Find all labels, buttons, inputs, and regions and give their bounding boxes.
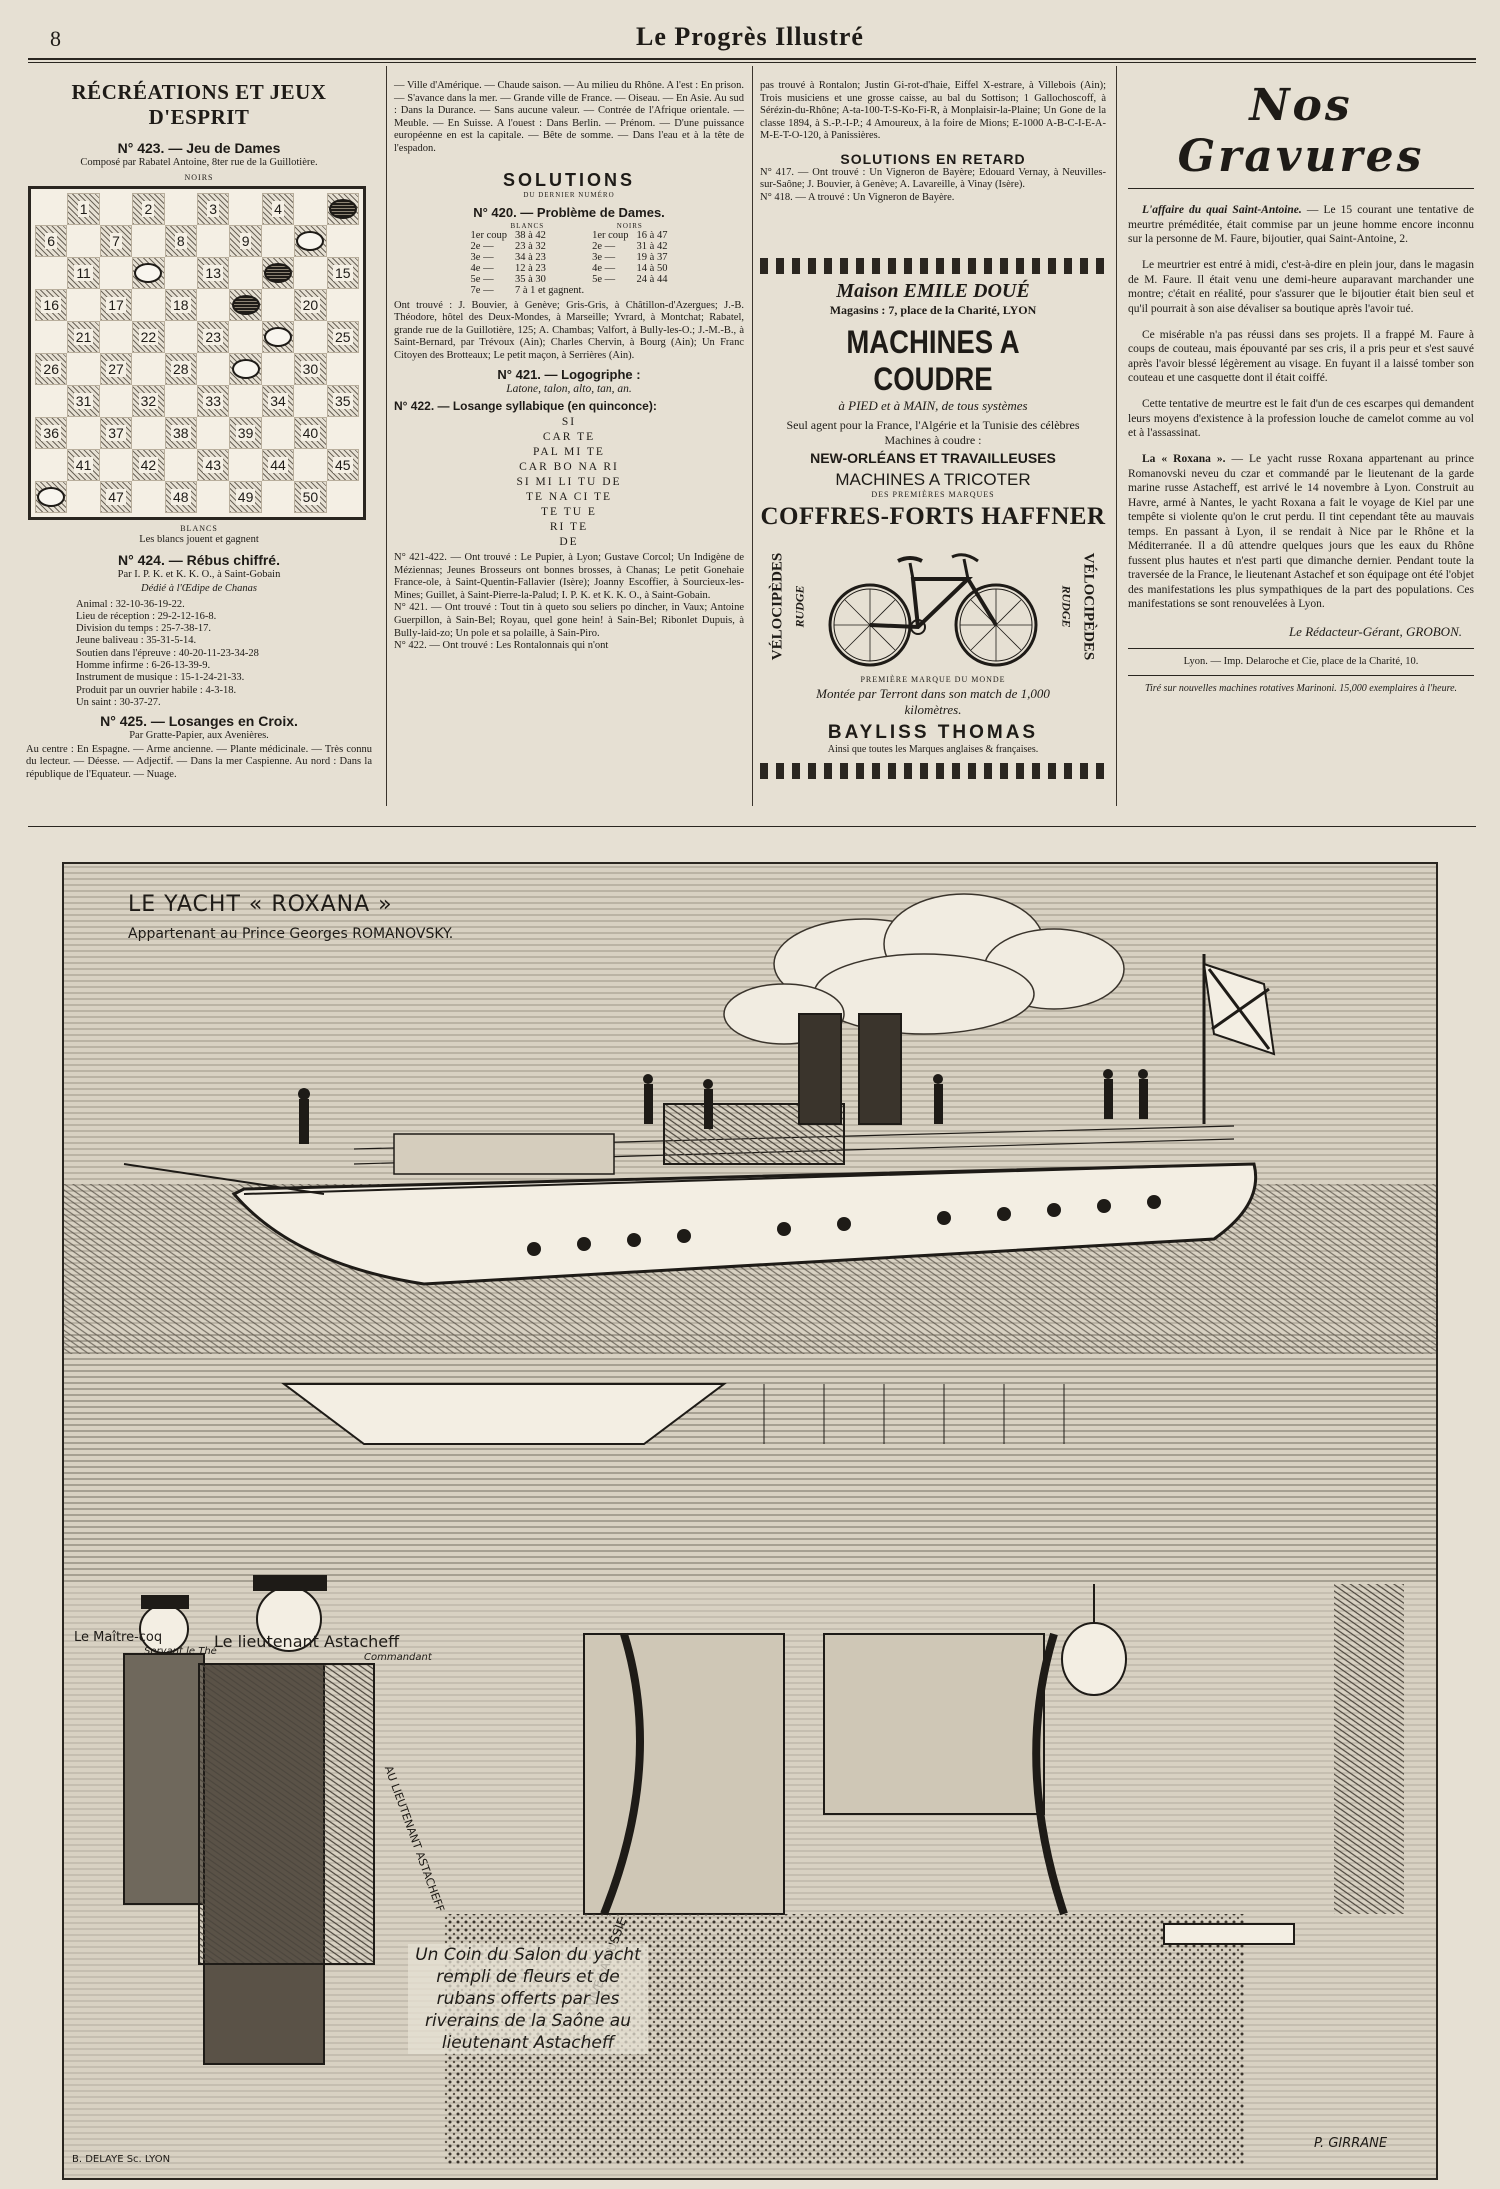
gravures-signature: Le Rédacteur-Gérant, GROBON. [1288,623,1462,639]
maitre-coq-label: Le Maître-coq [74,1630,163,1645]
ad-magasins: Magasins : 7, place de la Charité, LYON [829,303,1037,317]
score-cell [588,285,632,296]
affaire-p4: Cette tentative de meurtre est le fait d'un de ces escarpes qui demandent leurs moyens d'existence à la profession louche de camelot comme au vol et à l'assassinat. [1128,398,1474,439]
ad-machines-a-coudre: MACHINES A COUDRE [846,324,1020,397]
ad-bicycle-panel [760,535,1106,675]
score-cell: 3e — [592,251,616,263]
board-square [67,449,99,481]
square-number: 42 [140,457,157,473]
board-square [262,257,294,289]
problem-422-found: N° 422. — Ont trouvé : Les Rontalonnais qui n'ont [394,640,609,652]
ad-agent: Seul agent pour la France, l'Algérie et la Tunisie des célèbres Machines à coudre : [786,418,1080,447]
square-number: 31 [75,393,92,409]
rebus-line: Homme infirme : 6-26-13-39-9. [76,659,211,671]
white-piece [134,263,162,283]
square-number: 22 [140,329,157,345]
score-cell: 19 à 37 [636,251,668,263]
checkers-board [28,186,366,520]
ad-montee: Montée par Terront dans son match de 1,000 kilomètres. [816,686,1050,717]
board-square-light [197,225,229,257]
board-square [165,289,197,321]
board-square [35,289,67,321]
board-square [132,193,164,225]
board-label-blancs: BLANCS [180,524,218,533]
score-cell: 14 à 50 [636,262,668,274]
board-square-light [165,321,197,353]
board-square-light [229,257,261,289]
recreations-column [26,80,372,182]
board-square [100,289,132,321]
artist-signature: P. GIRRANE [1314,2136,1388,2151]
solutions-column [394,80,744,653]
ad-tricoter: MACHINES A TRICOTER [835,470,1031,489]
board-square-light [67,481,99,513]
square-number: 40 [302,425,319,441]
square-number: 47 [108,489,124,505]
commandant-label: Commandant [364,1652,432,1663]
score-cell: 7 à 1 et gagnent. [514,284,585,296]
board-square [197,449,229,481]
score-cell: 16 à 47 [636,229,668,241]
roxana-title: La « Roxana ». [1142,453,1226,465]
white-piece [232,359,260,379]
score-cell: 35 à 30 [514,273,546,285]
board-square-light [294,449,326,481]
board-square [294,225,326,257]
board-square-light [67,353,99,385]
board-square [132,257,164,289]
board-square [67,193,99,225]
score-cell: 12 à 23 [514,262,546,274]
syllabic-line: RI TE [549,521,589,534]
board-square-light [327,481,359,513]
board-square [262,193,294,225]
retard-417: N° 417. — Ont trouvé : Un Vigneron de Bayère; Edouard Vernay, à Neuvilles-sur-Saône; J. Bouvier, à Genève; A. Lavareille, à Vinay (Isère). [760,166,1106,190]
column2-top-text: — Ville d'Amérique. — Chaude saison. — Au milieu du Rhône. A l'est : En prison. — S'avance dans la mer. — Grande ville de France. — Oiseau. — En Asie. Au sud : Dans la Durance. — Sans aucune valeur. — Contrée de l'Afrique orientale. — Meuble. — En Suisse. A l'ouest : Dans Berlin. — Prénom. — D'une puissance européenne en est la capitale. — Bête de somme. — Dans l'eau et à la tête de l'espadon. [394,80,744,154]
board-square [262,449,294,481]
ad-velo-right-sub: RUDGE [1059,584,1074,628]
header-noirs: NOIRS [616,221,643,230]
rebus-line: Un saint : 30-37-27. [76,696,161,708]
board-square-light [100,321,132,353]
board-square [327,257,359,289]
square-number: 28 [173,361,189,377]
board-square [35,481,67,513]
problem-423-title: N° 423. — Jeu de Dames [117,140,281,156]
board-square [197,257,229,289]
board-square-light [229,193,261,225]
board-square-light [67,225,99,257]
syllabic-line: CAR TE [542,431,596,444]
square-number: 45 [335,457,351,473]
board-square [327,193,359,225]
board-square [100,353,132,385]
score-cell: 4e — [592,262,616,274]
board-square [165,417,197,449]
board-square-light [197,353,229,385]
square-number: 16 [43,297,59,313]
board-square [294,417,326,449]
board-square-light [262,353,294,385]
score-cell: 38 à 42 [514,229,546,241]
square-number: 44 [270,457,286,473]
board-square-light [165,449,197,481]
board-square [197,385,229,417]
ad-border-top [760,258,1106,274]
square-number: 23 [205,329,221,345]
affaire-p1: — Le 15 courant une tentative de meurtre préméditée, était commise par un jeune homme encore inconnu sur la personne de M. Faure, bijoutier, quai Saint-Antoine, 2. [1128,204,1475,245]
score-row [467,285,672,296]
problem-424-dedication: Dédié à l'Œdipe de Chanas [141,583,257,594]
board-label-noirs: NOIRS [184,172,214,182]
signature-rule [1128,648,1474,649]
score-cell: 31 à 42 [636,240,668,252]
problem-421-text: Latone, talon, alto, tan, an. [506,382,632,395]
recreations-lower [26,524,372,781]
score-cell: 4e — [470,262,494,274]
column-divider [752,66,753,806]
black-piece [264,263,292,283]
retard-title: SOLUTIONS EN RETARD [840,150,1026,167]
syllabic-line: SI MI LI TU DE [516,476,622,489]
ad-pied-main: à PIED et à MAIN, de tous systèmes [838,398,1028,413]
syllabic-line: SI [561,416,577,429]
square-number: 50 [302,489,319,505]
rebus-line: Division du temps : 25-7-38-17. [76,623,212,635]
board-square [294,289,326,321]
affaire-title: L'affaire du quai Saint-Antoine. [1142,204,1302,216]
square-number: 34 [270,393,286,409]
gravures-rule [1128,188,1474,189]
board-square-light [100,193,132,225]
board-square-light [165,257,197,289]
syllabic-line: TE NA CI TE [526,491,612,504]
rebus-line: Produit par un ouvrier habile : 4-3-18. [76,684,237,696]
white-piece [37,487,65,507]
syllabic-line: DE [559,536,579,549]
square-number: 3 [209,201,218,217]
rebus-line: Jeune baliveau : 35-31-5-14. [76,635,197,647]
board-square-light [165,385,197,417]
masthead: Le Progrès Illustré [636,22,864,51]
board-square-light [294,257,326,289]
score-cell: 7e — [470,284,494,296]
tirage: Tiré sur nouvelles machines rotatives Marinoni. 15,000 exemplaires à l'heure. [1144,683,1458,694]
board-square-light [35,193,67,225]
board-square-light [294,193,326,225]
column3 [760,80,1106,204]
header-rule [28,58,1476,63]
board-square-light [67,289,99,321]
board-square-light [132,417,164,449]
problem-420-table [467,222,672,296]
score-cell: 34 à 23 [514,251,546,263]
ad-bayliss: BAYLISS THOMAS [827,722,1039,743]
square-number: 41 [75,457,92,473]
board-square-light [197,289,229,321]
header-blancs: BLANCS [510,221,545,230]
board-square [229,353,261,385]
board-square [294,481,326,513]
square-number: 21 [75,329,92,345]
board-square [67,257,99,289]
engraving-title: LE YACHT « ROXANA » [128,892,393,917]
square-number: 37 [108,425,124,441]
syllabic-line: TE TU E [541,506,597,519]
square-number: 25 [335,329,351,345]
problem-425-author: Par Gratte-Papier, aux Avenières. [129,730,269,742]
imprint-rule [1128,675,1474,676]
advertisement [760,258,1106,806]
problem-420-title: N° 420. — Problème de Dames. [473,204,665,220]
section-rule [28,826,1476,827]
board-square [67,385,99,417]
ad-ainsi: Ainsi que toutes les Marques anglaises & françaises. [827,744,1039,755]
score-row [467,252,672,263]
board-square-light [35,449,67,481]
ribbon-astacheff: AU LIEUTENANT ASTACHEFF [381,1764,447,1914]
recreations-title: RÉCRÉATIONS ET JEUX D'ESPRIT [71,80,327,129]
square-number: 17 [108,297,124,313]
board-square [294,353,326,385]
board-square [229,225,261,257]
score-cell: 23 à 32 [514,240,546,252]
square-number: 9 [241,233,250,249]
board-square [262,385,294,417]
score-row [467,241,672,252]
board-square-light [327,225,359,257]
board-square-light [35,321,67,353]
square-number: 2 [144,201,153,217]
square-number: 1 [79,201,88,217]
board-square [327,449,359,481]
checkers-grid [35,193,359,513]
square-number: 43 [205,457,221,473]
board-square [327,385,359,417]
board-square-light [327,289,359,321]
board-square-light [197,417,229,449]
square-number: 35 [335,393,351,409]
ad-velo-left: VÉLOCIPÈDES [769,552,786,660]
problem-425-title: N° 425. — Losanges en Croix. [100,713,298,730]
board-square [327,321,359,353]
ad-velo-left-sub: RUDGE [792,584,807,628]
score-cell: 5e — [470,273,494,285]
ad-new-orleans: NEW-ORLÉANS ET TRAVAILLEUSES [810,450,1056,466]
syllabic-diamond [394,415,744,550]
rebus-list [26,599,372,710]
square-number: 36 [43,425,59,441]
ad-premieres-marques: DES PREMIÈRES MARQUES [871,490,995,499]
problem-420-found: Ont trouvé : J. Bouvier, à Genève; Gris-Gris, à Châtillon-d'Azergues; J.-B. Théodore, hôtel des Deux-Mondes, à Marseille; Yvrard, à Montchat; Rabatel, grande rue de la Guillotière, 125; A. Chambas; Valfort, à Bully-les-O.; J.-M.-B., à Saint-Bernard, par Trévoux (Ain); Charles Chervin, à Bourg (Ain); Un Franc Citoyen des Brotteaux; Le petit maçon, à Serrières (Ain). [394,299,744,361]
square-number: 39 [237,425,254,441]
square-number: 15 [335,265,351,281]
board-square [165,353,197,385]
score-cell: 1er coup [470,229,507,241]
board-square [197,321,229,353]
board-square [229,481,261,513]
white-piece [264,327,292,347]
column-divider [386,66,387,806]
bicycle-icon [818,545,1048,667]
board-square [100,225,132,257]
problem-421-422-found: N° 421-422. — Ont trouvé : Le Pupier, à Lyon; Gustave Corcol; Un Indigène de Méziennas; Jeunes Brosseurs ont bonnes brosses, à Chanas; Le petit Gonehaie France-ole, à Saint-Quentin-Fallavier (Isère); Joanny Escoffier, à Sourcieux-les-Mines; Guillet, à Saint-Pierre-la-Palud; I. P. K. et K. K. O., à Saint-Gobain. [394,552,744,601]
score-cell [633,285,672,296]
score-cell: 24 à 44 [636,273,668,285]
engraver-signature: B. DELAYE Sc. LYON [72,2154,171,2165]
square-number: 8 [176,233,185,249]
column3-top-text: pas trouvé à Rontalon; Justin Gi-rot-d'haie, Eiffel X-estrare, à Villebois (Ain); Trois musiciens et une grosse caisse, au bal du Sottison; 1 Gallochoscoff, à Sérézin-du-Rhône; A-ta-100-T-S-Ko-Fi-R, à Monplaisir-la-Plaine; Un Gone de la classe 1894, à S.-P.-I-P.; 4 Amoureux, à la foire de Mions; E-1000 A-B-C-I-E-A-M-E-T-O-120, à Panissières. [760,80,1106,141]
score-row [467,274,672,285]
square-number: 4 [274,201,282,217]
board-square-light [35,385,67,417]
board-square-light [262,417,294,449]
board-square-light [165,193,197,225]
ad-border-bottom [760,763,1106,779]
board-square-light [67,417,99,449]
ad-velo-right: VÉLOCIPÈDES [1080,552,1097,660]
affaire-p2: Le meurtrier est entré à midi, c'est-à-dire en plein jour, dans le magasin de M. Faure. Il était venu une demi-heure auparavant marchander une montre; c'était en réalité, pour s'assurer que le bijoutier était bien seul et qu'il pourrait à son aise dévaliser sa boutique après l'avoir tué. [1128,259,1474,315]
lieutenant-label: Le lieutenant Astacheff [214,1632,400,1651]
engraving-subtitle: Appartenant au Prince Georges ROMANOVSKY. [128,926,454,942]
board-square-light [327,353,359,385]
board-square-light [229,321,261,353]
yacht-engraving [62,862,1438,2180]
board-square [35,353,67,385]
board-square [132,321,164,353]
board-square [165,225,197,257]
board-square-light [197,481,229,513]
board-square [35,417,67,449]
board-square-light [262,225,294,257]
black-piece [329,199,357,219]
board-square [229,417,261,449]
rebus-line: Lieu de réception : 29-2-12-16-8. [76,610,217,622]
board-square-light [229,385,261,417]
servant-label: Servant le Thé [144,1646,217,1657]
page-number: 8 [50,26,61,51]
yacht-illustration [64,864,1436,2178]
ad-premiere-marque: PREMIÈRE MARQUE DU MONDE [860,675,1006,684]
problem-421-title: N° 421. — Logogriphe : [497,366,641,382]
score-cell: 1er coup [592,229,629,241]
score-cell: 5e — [592,273,616,285]
board-square-light [262,289,294,321]
square-number: 6 [47,233,56,249]
board-square-light [262,481,294,513]
retard-418: N° 418. — A trouvé : Un Vigneron de Bayère. [760,191,955,203]
board-square [100,417,132,449]
solutions-title: SOLUTIONS [502,169,635,190]
board-square-light [327,417,359,449]
syllabic-line: PAL MI TE [533,446,605,459]
square-number: 18 [173,297,189,313]
problem-424-author: Par I. P. K. et K. K. O., à Saint-Gobain [117,568,281,580]
square-number: 32 [140,393,157,409]
problem-421-found: N° 421. — Ont trouvé : Tout tin à queto sou seliers po dincher, in Vaux; Antoine Guerpillon, à Sain-Bel; Royau, quel gone hein! à Sain-Bel; Ribonlet Dupuis, à Bully-laid-zo; Un pole et sa polaille, à Sain-Piro. [394,602,744,639]
board-square-light [100,385,132,417]
ad-maison: Maison EMILE DOUÉ [836,280,1030,302]
board-caption: Les blancs jouent et gagnent [139,534,259,545]
gravures-column [1128,80,1474,697]
roxana-text: — Le yacht russe Roxana appartenant au prince Romanovski neveu du czar et commandé par le lieutenant de la garde marine russe Astacheff, est arrivé le 14 novembre à Lyon. Construit au Havre, armé à Nantes, le yacht Roxana a fait le voyage de Kiel par une tempête si violente qu'on le crut perdu. Il tint cependant tête au mauvais temps. En passant à Lyon, il se rendait à Nice par le Rhône et la Méditerranée. Il a dû attendre quelques jours que les eaux du Rhône fussent plus hautes et n'est parti que dimanche dernier. Pendant toute la traversée de la France, le lieutenant Astachef et son équipage ont été l'objet des manifestations les plus sympathiques de la part des populations. Ces manifestations se sont renouvelées à Lyon. [1128,453,1475,610]
salon-caption: Un Coin du Salon du yacht rempli de fleurs et de rubans offerts par les riverains de la Saône au lieutenant Astacheff [408,1944,648,2054]
score-row [467,230,672,241]
score-row [467,263,672,274]
board-square [67,321,99,353]
solutions-subtitle: DU DERNIER NUMÉRO [523,190,615,199]
board-square [35,225,67,257]
board-square-light [100,257,132,289]
square-number: 30 [302,361,319,377]
board-square-light [132,353,164,385]
square-number: 13 [205,265,221,281]
square-number: 26 [43,361,59,377]
square-number: 49 [237,489,254,505]
board-square-light [100,449,132,481]
problem-425-text: Au centre : En Espagne. — Arme ancienne. — Plante médicinale. — Très connu du lecteur. — Déesse. — Adjectif. — Dans la mer Caspienne. Au nord : Dans la république de l'Equateur. — Nuage. [26,743,372,780]
square-number: 33 [205,393,221,409]
square-number: 48 [173,489,189,505]
board-square-light [229,449,261,481]
score-cell: 2e — [592,240,616,252]
board-square-light [132,481,164,513]
board-square [262,321,294,353]
affaire-p3: Ce misérable n'a pas réussi dans ses projets. Il a frappé M. Faure à coups de couteau, mais épouvanté par ses cris, il a pris peur et s'est sauvé après l'avoir blessé légèrement au visage. En fuyant il a laissé tomber son couteau et une casquette dont il était coiffé. [1128,328,1474,384]
square-number: 20 [302,297,319,313]
score-cell: 2e — [470,240,494,252]
syllabic-line: CAR BO NA RI [519,461,619,474]
board-square [165,481,197,513]
problem-424-title: N° 424. — Rébus chiffré. [118,551,280,568]
black-piece [232,295,260,315]
rebus-line: Instrument de musique : 15-1-24-21-33. [76,672,245,684]
square-number: 27 [108,361,124,377]
white-piece [296,231,324,251]
board-square-light [132,225,164,257]
square-number: 7 [112,233,120,249]
board-square [229,289,261,321]
square-number: 11 [76,265,91,281]
problem-423-author: Composé par Rabatel Antoine, 8ter rue de la Guillotière. [80,157,318,168]
square-number: 38 [173,425,189,441]
problem-422-title: N° 422. — Losange syllabique (en quinconce): [394,399,657,414]
rebus-line: Animal : 32-10-36-19-22. [76,598,185,610]
board-square-light [294,385,326,417]
board-square [132,449,164,481]
rebus-line: Soutien dans l'épreuve : 40-20-11-23-34-28 [76,647,259,659]
imprint: Lyon. — Imp. Delaroche et Cie, place de la Charité, 10. [1183,655,1419,667]
board-square [100,481,132,513]
gravures-title: Nos Gravures [1177,80,1425,182]
board-square-light [35,257,67,289]
board-square-light [132,289,164,321]
column-divider [1116,66,1117,806]
board-square [132,385,164,417]
ad-coffres-forts: COFFRES-FORTS HAFFNER [760,503,1106,530]
board-square [197,193,229,225]
score-cell: 3e — [470,251,494,263]
board-square-light [294,321,326,353]
